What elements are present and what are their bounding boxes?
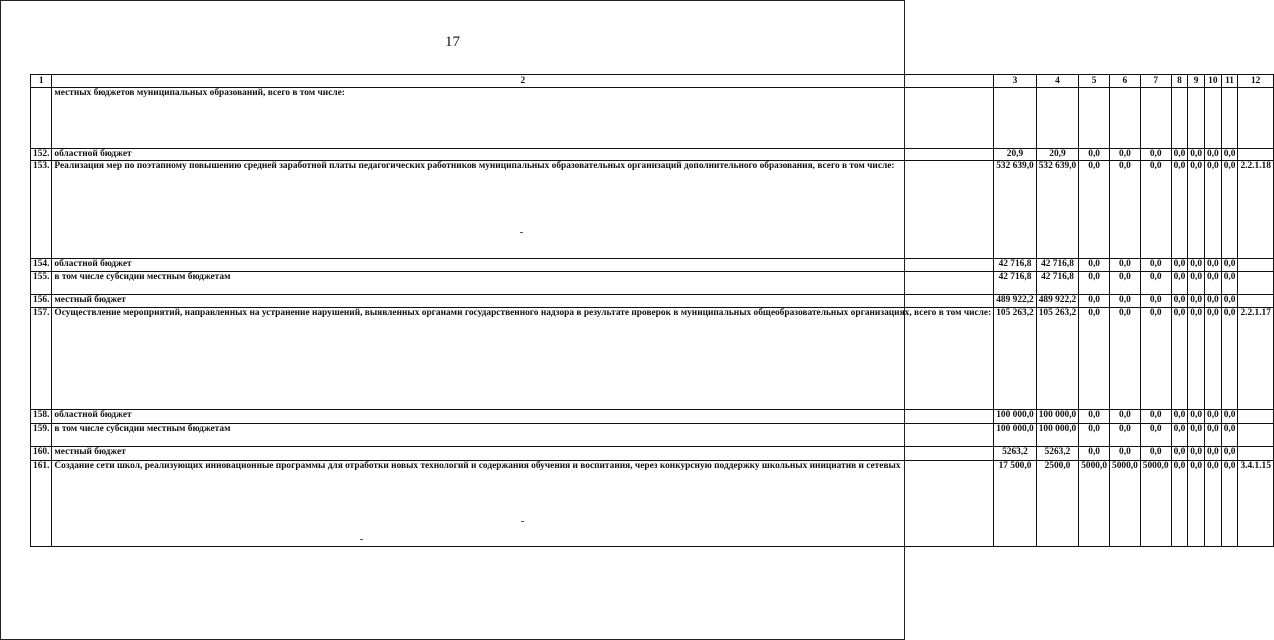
value-cell: 489 922,2	[994, 294, 1037, 307]
table-row	[31, 88, 1274, 149]
value-cell: 0,0	[1205, 149, 1222, 161]
value-cell: 100 000,0	[994, 423, 1037, 446]
value-cell: 532 639,0	[994, 161, 1037, 259]
program-code: 2.2.1.17	[1238, 307, 1273, 409]
value-cell: 0,0	[1140, 271, 1171, 294]
value-cell: 0,0	[1188, 446, 1205, 460]
budget-table	[30, 74, 1274, 547]
row-description: местный бюджет	[52, 446, 994, 460]
value-cell	[1171, 88, 1188, 149]
row-number: 159.	[31, 423, 52, 446]
value-cell: 5000,0	[1140, 460, 1171, 546]
column-header: 3	[994, 75, 1037, 88]
row-description: Осуществление мероприятий, направленных на устранение нарушений, выявленных органами государственного надзора в результате проверок в муниципальных общеобразовательных организациях, всего в том числе:	[52, 307, 994, 409]
value-cell: 0,0	[1140, 259, 1171, 271]
program-code	[1238, 259, 1273, 271]
table-row	[31, 409, 1274, 423]
row-description: Реализация мер по поэтапному повышению средней заработной платы педагогических работников муниципальных образовательных организаций дополнительного образования, всего в том числе:	[52, 161, 994, 259]
value-cell	[1110, 88, 1141, 149]
value-cell	[1221, 88, 1238, 149]
value-cell: 0,0	[1221, 271, 1238, 294]
value-cell: 0,0	[1205, 271, 1222, 294]
value-cell: 0,0	[1110, 259, 1141, 271]
value-cell: 0,0	[1079, 446, 1110, 460]
value-cell: 0,0	[1188, 259, 1205, 271]
value-cell: 0,0	[1140, 423, 1171, 446]
value-cell: 0,0	[1221, 446, 1238, 460]
value-cell: 20,9	[1036, 149, 1079, 161]
value-cell: 0,0	[1188, 149, 1205, 161]
value-cell: 0,0	[1171, 423, 1188, 446]
value-cell: 0,0	[1188, 271, 1205, 294]
table-row	[31, 161, 1274, 259]
scan-mark	[360, 539, 363, 540]
value-cell	[1205, 88, 1222, 149]
value-cell: 0,0	[1205, 259, 1222, 271]
value-cell: 5000,0	[1110, 460, 1141, 546]
value-cell: 532 639,0	[1036, 161, 1079, 259]
row-description: Создание сети школ, реализующих инновационные программы для отработки новых технологий и содержания обучения и воспитания, через конкурсную поддержку школьных инициатив и сетевых	[52, 460, 994, 546]
value-cell: 0,0	[1221, 307, 1238, 409]
value-cell	[994, 88, 1037, 149]
value-cell: 42 716,8	[1036, 271, 1079, 294]
value-cell: 42 716,8	[1036, 259, 1079, 271]
table-row	[31, 307, 1274, 409]
row-number: 161.	[31, 460, 52, 546]
value-cell: 0,0	[1079, 307, 1110, 409]
value-cell: 0,0	[1188, 294, 1205, 307]
value-cell: 0,0	[1079, 149, 1110, 161]
table-row	[31, 271, 1274, 294]
row-number: 155.	[31, 271, 52, 294]
row-number: 158.	[31, 409, 52, 423]
row-description: областной бюджет	[52, 259, 994, 271]
value-cell: 0,0	[1221, 161, 1238, 259]
row-number: 154.	[31, 259, 52, 271]
value-cell: 0,0	[1205, 161, 1222, 259]
table-row	[31, 259, 1274, 271]
value-cell: 0,0	[1188, 161, 1205, 259]
value-cell: 0,0	[1110, 446, 1141, 460]
value-cell: 0,0	[1205, 423, 1222, 446]
table-row	[31, 149, 1274, 161]
value-cell: 0,0	[1188, 460, 1205, 546]
value-cell: 0,0	[1110, 307, 1141, 409]
column-header: 2	[52, 75, 994, 88]
value-cell: 100 000,0	[994, 409, 1037, 423]
value-cell: 17 500,0	[994, 460, 1037, 546]
value-cell: 100 000,0	[1036, 409, 1079, 423]
value-cell: 0,0	[1221, 409, 1238, 423]
value-cell: 0,0	[1140, 294, 1171, 307]
value-cell: 0,0	[1171, 446, 1188, 460]
value-cell: 42 716,8	[994, 271, 1037, 294]
value-cell: 0,0	[1171, 149, 1188, 161]
value-cell: 0,0	[1140, 307, 1171, 409]
value-cell: 0,0	[1171, 294, 1188, 307]
value-cell: 0,0	[1079, 161, 1110, 259]
value-cell: 20,9	[994, 149, 1037, 161]
value-cell: 0,0	[1079, 259, 1110, 271]
row-description: областной бюджет	[52, 409, 994, 423]
value-cell: 0,0	[1171, 409, 1188, 423]
row-number: 156.	[31, 294, 52, 307]
value-cell: 0,0	[1140, 149, 1171, 161]
value-cell: 42 716,8	[994, 259, 1037, 271]
column-header: 9	[1188, 75, 1205, 88]
value-cell: 0,0	[1188, 423, 1205, 446]
program-code	[1238, 446, 1273, 460]
value-cell: 2500,0	[1036, 460, 1079, 546]
value-cell: 0,0	[1079, 271, 1110, 294]
value-cell: 0,0	[1171, 460, 1188, 546]
value-cell: 0,0	[1110, 161, 1141, 259]
row-number	[31, 88, 52, 149]
column-header: 10	[1205, 75, 1222, 88]
table-row	[31, 423, 1274, 446]
column-header: 8	[1171, 75, 1188, 88]
row-number: 160.	[31, 446, 52, 460]
value-cell: 0,0	[1079, 423, 1110, 446]
column-header: 12	[1238, 75, 1273, 88]
value-cell: 0,0	[1171, 161, 1188, 259]
column-header: 11	[1221, 75, 1238, 88]
value-cell: 0,0	[1221, 423, 1238, 446]
value-cell: 0,0	[1205, 307, 1222, 409]
value-cell: 0,0	[1140, 446, 1171, 460]
value-cell: 0,0	[1171, 271, 1188, 294]
row-description: областной бюджет	[52, 149, 994, 161]
value-cell	[1036, 88, 1079, 149]
value-cell: 105 263,2	[1036, 307, 1079, 409]
value-cell: 5263,2	[994, 446, 1037, 460]
row-description: местный бюджет	[52, 294, 994, 307]
value-cell: 0,0	[1110, 409, 1141, 423]
row-number: 152.	[31, 149, 52, 161]
value-cell: 0,0	[1205, 409, 1222, 423]
value-cell	[1079, 88, 1110, 149]
table-row	[31, 294, 1274, 307]
value-cell: 5263,2	[1036, 446, 1079, 460]
column-header: 1	[31, 75, 52, 88]
value-cell: 0,0	[1205, 446, 1222, 460]
value-cell: 0,0	[1221, 259, 1238, 271]
value-cell: 0,0	[1188, 307, 1205, 409]
row-description: в том числе субсидии местным бюджетам	[52, 271, 994, 294]
value-cell: 0,0	[1188, 409, 1205, 423]
value-cell: 0,0	[1205, 460, 1222, 546]
row-description: местных бюджетов муниципальных образований, всего в том числе:	[52, 88, 994, 149]
value-cell: 0,0	[1110, 149, 1141, 161]
column-header: 7	[1140, 75, 1171, 88]
table-header-row	[31, 75, 1274, 88]
program-code	[1238, 423, 1273, 446]
value-cell: 0,0	[1110, 423, 1141, 446]
row-number: 153.	[31, 161, 52, 259]
value-cell: 0,0	[1110, 271, 1141, 294]
program-code	[1238, 294, 1273, 307]
row-number: 157.	[31, 307, 52, 409]
value-cell: 0,0	[1221, 294, 1238, 307]
column-header: 4	[1036, 75, 1079, 88]
value-cell: 0,0	[1079, 294, 1110, 307]
program-code	[1238, 409, 1273, 423]
table-row	[31, 446, 1274, 460]
value-cell: 0,0	[1140, 161, 1171, 259]
value-cell: 0,0	[1171, 259, 1188, 271]
page-number: 17	[445, 34, 460, 50]
value-cell: 489 922,2	[1036, 294, 1079, 307]
program-code	[1238, 88, 1273, 149]
value-cell	[1188, 88, 1205, 149]
value-cell: 0,0	[1171, 307, 1188, 409]
value-cell: 100 000,0	[1036, 423, 1079, 446]
value-cell: 0,0	[1140, 409, 1171, 423]
value-cell: 5000,0	[1079, 460, 1110, 546]
value-cell: 105 263,2	[994, 307, 1037, 409]
value-cell: 0,0	[1205, 294, 1222, 307]
program-code	[1238, 271, 1273, 294]
value-cell: 0,0	[1221, 460, 1238, 546]
value-cell: 0,0	[1221, 149, 1238, 161]
table-row	[31, 460, 1274, 546]
value-cell	[1140, 88, 1171, 149]
column-header: 6	[1110, 75, 1141, 88]
value-cell: 0,0	[1110, 294, 1141, 307]
program-code	[1238, 149, 1273, 161]
column-header: 5	[1079, 75, 1110, 88]
value-cell: 0,0	[1079, 409, 1110, 423]
program-code: 2.2.1.18	[1238, 161, 1273, 259]
scan-mark	[521, 521, 524, 522]
row-description: в том числе субсидии местным бюджетам	[52, 423, 994, 446]
scan-mark	[520, 232, 523, 233]
program-code: 3.4.1.15	[1238, 460, 1273, 546]
